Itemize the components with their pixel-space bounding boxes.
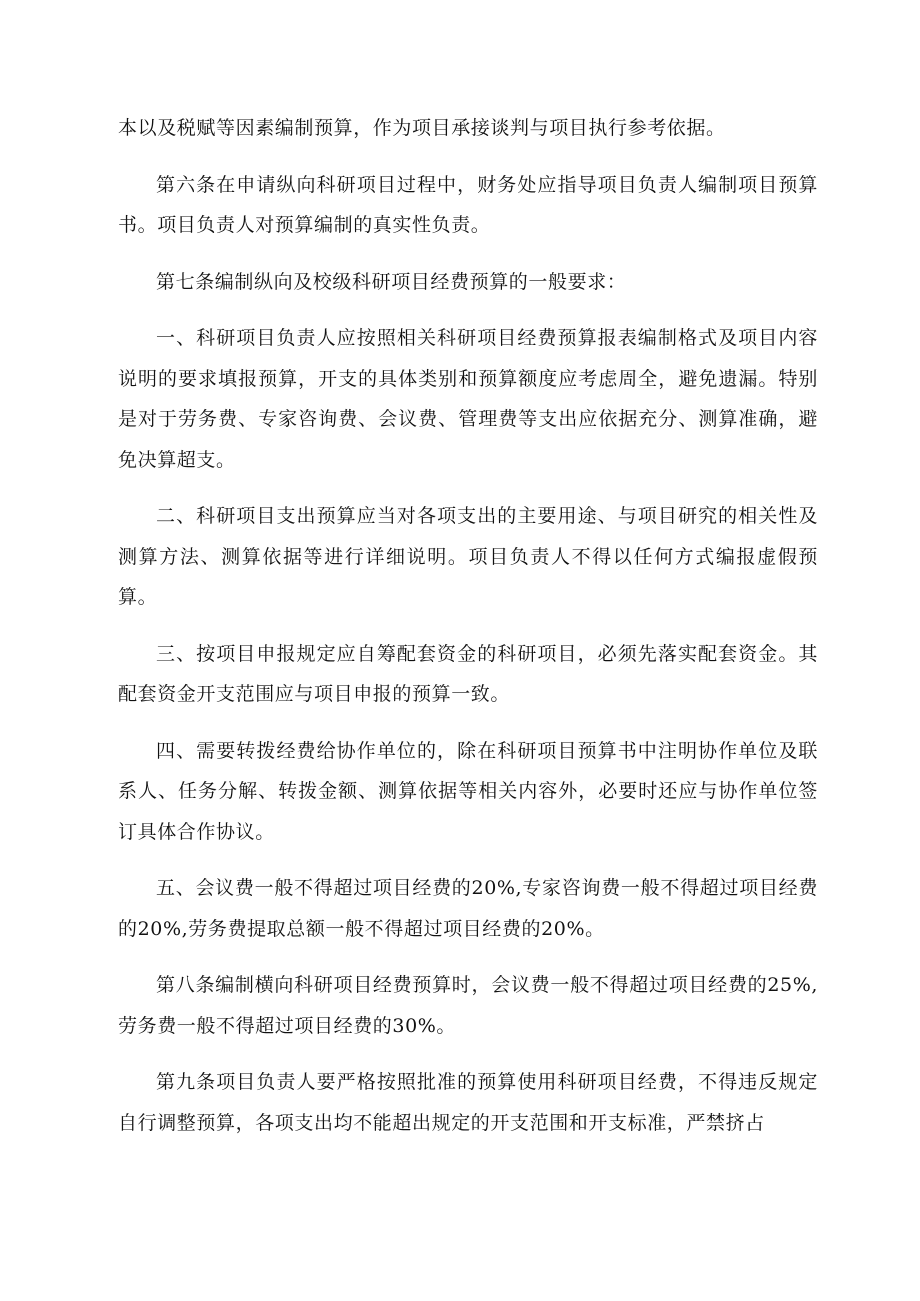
- paragraph-article-7: 第七条编制纵向及校级科研项目经费预算的一般要求：: [156, 270, 627, 293]
- paragraph-article-8: 第八条编制横向科研项目经费预算时，会议费一般不得超过项目经费的25%,劳务费一般不得超过项目经费的30%。: [118, 974, 818, 1037]
- paragraph-item-4: 四、需要转拨经费给协作单位的，除在科研项目预算书中注明协作单位及联系人、任务分解、转拨金额、测算依据等相关内容外，必要时还应与协作单位签订具体合作协议。: [118, 739, 818, 843]
- paragraph-item-3: 三、按项目申报规定应自筹配套资金的科研项目，必须先落实配套资金。其配套资金开支范围应与项目申报的预算一致。: [118, 642, 818, 705]
- paragraph-article-6: 第六条在申请纵向科研项目过程中，财务处应指导项目负责人编制项目预算书。项目负责人对预算编制的真实性负责。: [118, 173, 818, 236]
- document-page: [118, 108, 818, 1159]
- paragraph-item-2: 二、科研项目支出预算应当对各项支出的主要用途、与项目研究的相关性及测算方法、测算依据等进行详细说明。项目负责人不得以任何方式编报虚假预算。: [118, 505, 818, 608]
- paragraph-article-9: 第九条项目负责人要严格按照批准的预算使用科研项目经费，不得违反规定自行调整预算，各项支出均不能超出规定的开支范围和开支标准，严禁挤占: [118, 1071, 818, 1134]
- paragraph-item-5: 五、会议费一般不得超过项目经费的20%,专家咨询费一般不得超过项目经费的20%,劳务费提取总额一般不得超过项目经费的20%。: [118, 877, 818, 940]
- paragraph-continuation: 本以及税赋等因素编制预算，作为项目承接谈判与项目执行参考依据。: [118, 117, 726, 139]
- paragraph-item-1: 一、科研项目负责人应按照相关科研项目经费预算报表编制格式及项目内容说明的要求填报预算，开支的具体类别和预算额度应考虑周全，避免遗漏。特别是对于劳务费、专家咨询费、会议费、管理费等支出应依据充分、测算准确，避免决算超支。: [118, 327, 818, 471]
